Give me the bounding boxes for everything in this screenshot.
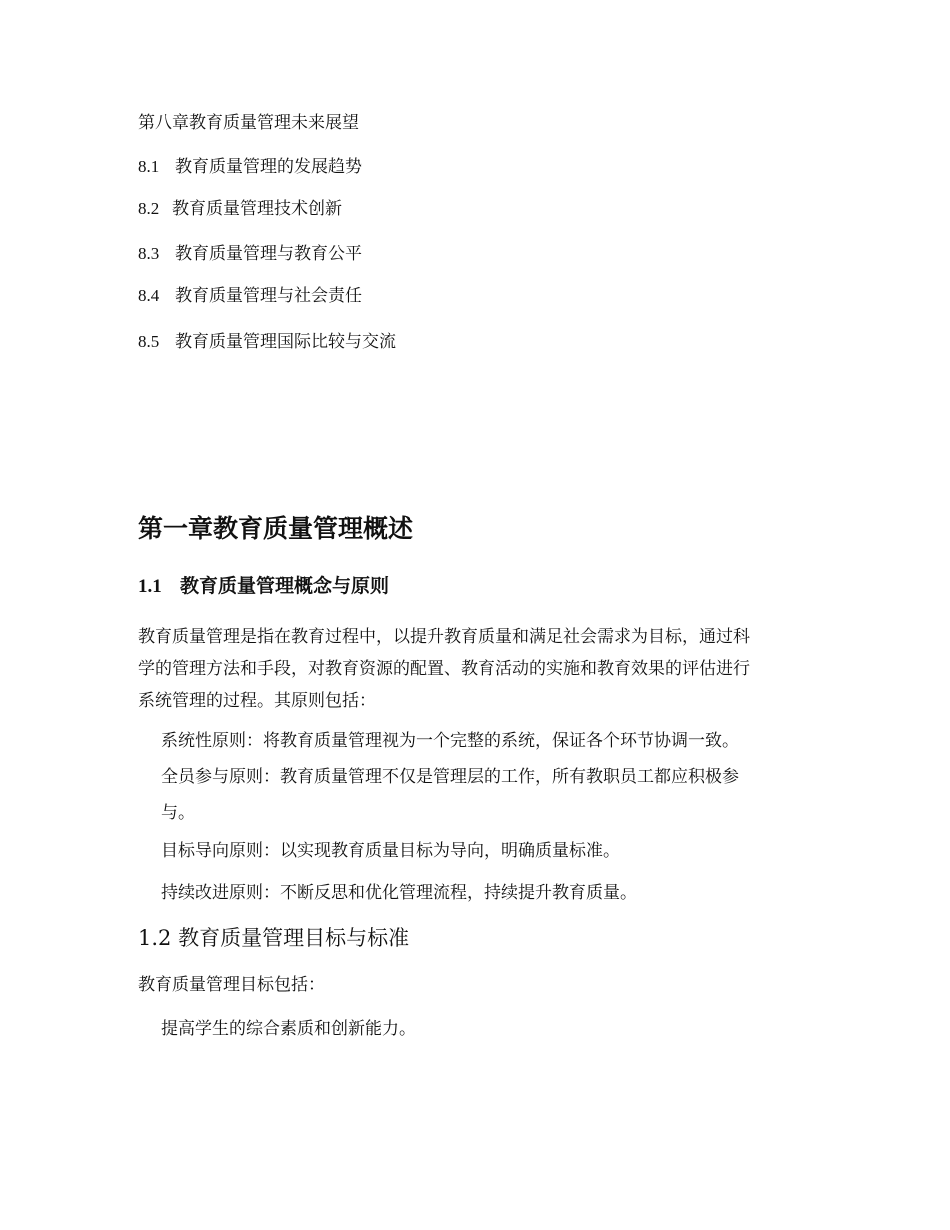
- toc-item-8-5: [138, 330, 396, 354]
- principle-item-continued: 与。: [161, 803, 195, 823]
- toc-item-title: 教育质量管理与教育公平: [175, 244, 362, 264]
- principle-item: 系统性原则：将教育质量管理视为一个完整的系统，保证各个环节协调一致。: [161, 731, 739, 751]
- toc-item-title: 教育质量管理技术创新: [172, 199, 342, 219]
- toc-item-number: 8.3: [138, 244, 160, 263]
- toc-item-8-2: [138, 197, 342, 221]
- paragraph-line: 系统管理的过程。其原则包括：: [138, 691, 376, 711]
- toc-item-title: 教育质量管理国际比较与交流: [175, 332, 396, 352]
- toc-item-number: 8.2: [138, 199, 160, 218]
- toc-chapter-8: 第八章教育质量管理未来展望: [138, 113, 359, 133]
- section-1-2-heading: 1.2 教育质量管理目标与标准: [138, 926, 410, 950]
- section-number: 1.1: [138, 576, 162, 597]
- toc-item-8-4: [138, 284, 362, 308]
- section-title: 教育质量管理概念与原则: [180, 575, 390, 597]
- paragraph-line: 教育质量管理是指在教育过程中，以提升教育质量和满足社会需求为目标，通过科: [138, 627, 750, 647]
- principle-item: 目标导向原则：以实现教育质量目标为导向，明确质量标准。: [161, 841, 620, 861]
- toc-item-8-3: [138, 242, 362, 266]
- toc-item-8-1: [138, 155, 362, 179]
- toc-item-number: 8.5: [138, 332, 160, 351]
- principle-item: 全员参与原则：教育质量管理不仅是管理层的工作，所有教职员工都应积极参: [161, 767, 739, 787]
- chapter-1-title: 第一章教育质量管理概述: [138, 514, 414, 543]
- goal-item: 提高学生的综合素质和创新能力。: [161, 1019, 416, 1039]
- toc-item-title: 教育质量管理与社会责任: [175, 286, 362, 306]
- toc-item-number: 8.4: [138, 286, 160, 305]
- principle-item: 持续改进原则：不断反思和优化管理流程，持续提升教育质量。: [161, 883, 637, 903]
- section-1-2-intro: 教育质量管理目标包括：: [138, 975, 325, 995]
- paragraph-line: 学的管理方法和手段，对教育资源的配置、教育活动的实施和教育效果的评估进行: [138, 659, 750, 679]
- toc-item-title: 教育质量管理的发展趋势: [175, 157, 362, 177]
- section-1-1-heading: [138, 573, 389, 600]
- toc-item-number: 8.1: [138, 157, 160, 176]
